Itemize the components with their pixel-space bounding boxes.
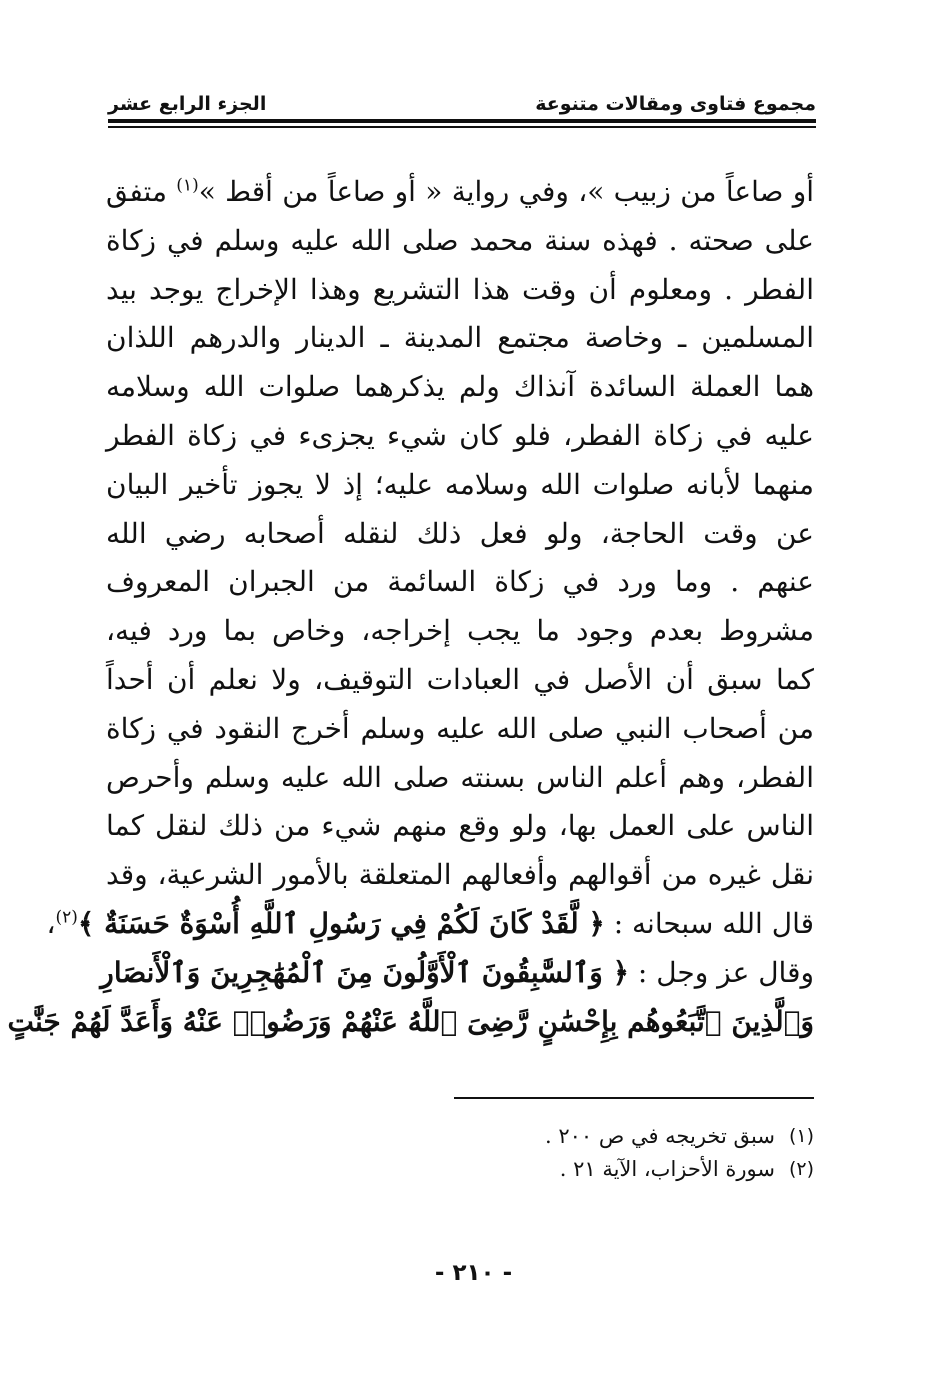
text-line-8: عن وقت الحاجة، ولو فعل ذلك لنقله أصحابه رضي الله bbox=[106, 516, 814, 550]
text-line-3: الفطر . ومعلوم أن وقت هذا التشريع وهذا الإخراج يوجد بيد bbox=[106, 272, 814, 306]
text-line-2: على صحته . فهذه سنة محمد صلى الله عليه وسلم في زكاة bbox=[106, 223, 814, 257]
footnote-1-text: سبق تخريجه في ص ٢٠٠ . bbox=[545, 1124, 775, 1148]
text-line-18 bbox=[7, 998, 814, 1047]
text-line-1 bbox=[106, 168, 814, 217]
text-line-6: عليه في زكاة الفطر، فلو كان شيء يجزىء في زكاة الفطر bbox=[106, 418, 814, 452]
volume-label: الجزء الرابع عشر bbox=[108, 93, 267, 115]
book-title: مجموع فتاوى ومقالات متنوعة bbox=[535, 93, 816, 115]
footnotes bbox=[300, 1120, 814, 1186]
footnote-ref-1[interactable]: (١) bbox=[176, 175, 199, 196]
page-number: - ٢١٠ - bbox=[434, 1260, 513, 1286]
text-line-13: الفطر، وهم أعلم الناس بسنته صلى الله عليه وسلم وأحرص bbox=[106, 760, 814, 794]
text-line-5: هما العملة السائدة آنذاك ولم يذكرهما صلوات الله وسلامه bbox=[106, 370, 814, 404]
quran-verse-2-part-1: ﴿ وَٱلسَّٰبِقُونَ ٱلْأَوَّلُونَ مِنَ ٱلْمُهَٰجِرِينَ وَٱلْأَنصَارِ bbox=[100, 955, 629, 989]
text-line-11: كما سبق أن الأصل في العبادات التوقيف، ولا نعلم أن أحداً bbox=[106, 662, 814, 696]
text-line-15: نقل غيره من أقوالهم وأفعالهم المتعلقة بالأمور الشرعية، وقد bbox=[106, 858, 814, 892]
text-line-14: الناس على العمل بها، ولو وقع منهم شيء من ذلك لنقل كما bbox=[106, 809, 814, 843]
text-line-16 bbox=[46, 900, 814, 949]
footnote-ref-2[interactable]: (٢) bbox=[55, 907, 78, 928]
quran-verse-1: ﴿ لَّقَدْ كَانَ لَكُمْ فِي رَسُولِ ٱللَّهِ أُسْوَةٌ حَسَنَةٌ ﴾ bbox=[77, 906, 605, 940]
footnote-2-text: سورة الأحزاب، الآية ٢١ . bbox=[559, 1157, 775, 1181]
running-header bbox=[108, 86, 816, 116]
header-rule-thin bbox=[108, 126, 816, 128]
text-line-1-main: أو صاعاً من زبيب »، وفي رواية « أو صاعاً من أقط » bbox=[198, 175, 814, 208]
footnote-2 bbox=[300, 1153, 814, 1186]
text-line-4: المسلمين ـ وخاصة مجتمع المدينة ـ الدينار والدرهم اللذان bbox=[106, 321, 814, 355]
text-line-17-intro: وقال عز وجل : bbox=[637, 955, 814, 989]
text-line-7: منهما لأبانه صلوات الله وسلامه عليه؛ إذ لا يجوز تأخير البيان bbox=[106, 467, 814, 501]
main-text bbox=[7, 168, 814, 1046]
text-line-10: مشروط بعدم وجود ما يجب إخراجه، وخاص بما ورد فيه، bbox=[106, 614, 814, 648]
text-line-12: من أصحاب النبي صلى الله عليه وسلم أخرج النقود في زكاة bbox=[106, 711, 814, 745]
text-line-16-intro: قال الله سبحانه : bbox=[613, 906, 814, 940]
footnote-1 bbox=[300, 1120, 814, 1153]
text-line-9: عنهم . وما ورد في زكاة السائمة من الجبران المعروف bbox=[106, 565, 814, 599]
footnote-1-number: (١) bbox=[788, 1125, 814, 1147]
text-line-1-tail: متفق bbox=[106, 175, 167, 208]
text-line-16-tail: ، bbox=[46, 906, 56, 940]
footnote-separator bbox=[454, 1097, 814, 1099]
quran-verse-2-part-2: وَٱلَّذِينَ ٱتَّبَعُوهُم بِإِحْسَٰنٍ رَّضِىَ ٱللَّهُ عَنْهُمْ وَرَضُوا۟ عَنْهُ وَأَعَدَّ لَهُمْ جَنَّٰتٍ bbox=[7, 1004, 814, 1038]
header-rule-thick bbox=[108, 119, 816, 123]
footnote-2-number: (٢) bbox=[788, 1158, 814, 1180]
text-line-17 bbox=[100, 949, 814, 998]
